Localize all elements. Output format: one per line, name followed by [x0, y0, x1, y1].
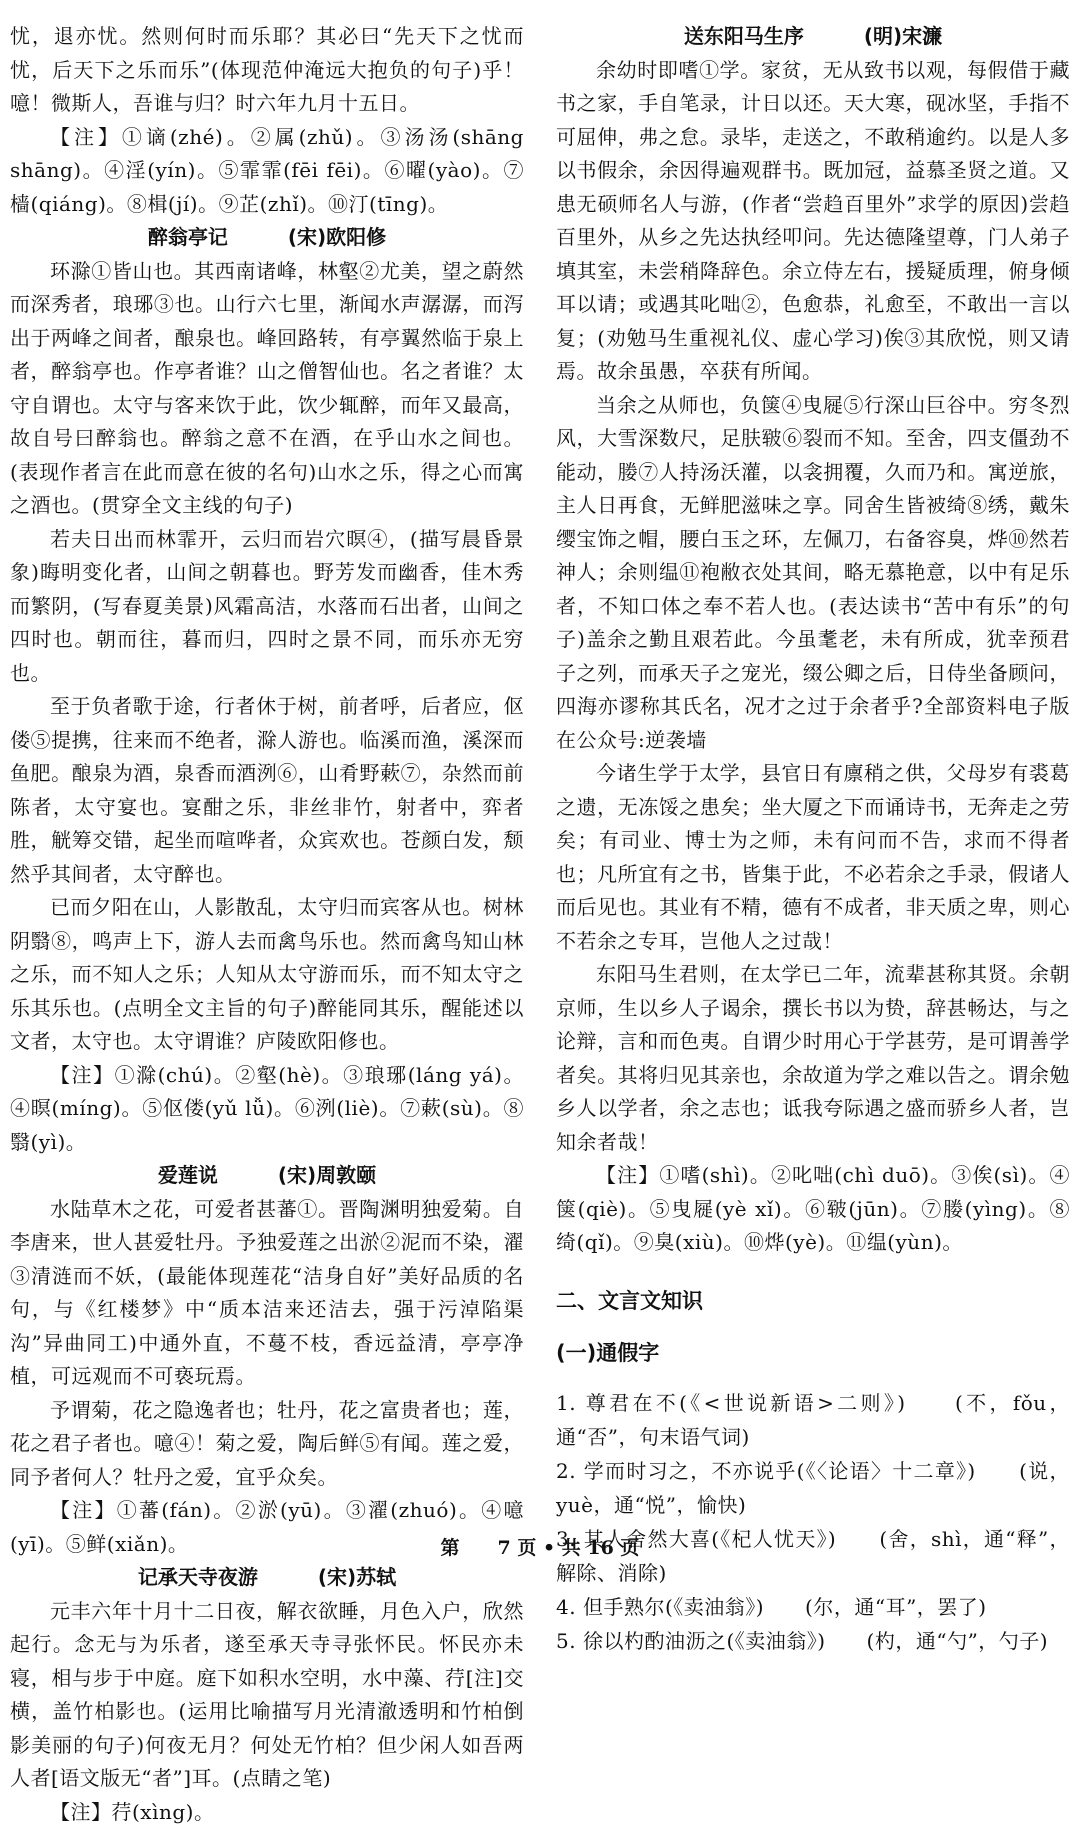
list-item: 2. 学而时习之，不亦说乎(《〈论语〉十二章》) (说，yuè，通“悦”，愉快) [556, 1454, 1070, 1522]
list-item: 5. 徐以杓酌油沥之(《卖油翁》) (杓，通“勺”，勺子) [556, 1624, 1070, 1658]
list-item: 4. 但手熟尔(《卖油翁》) (尔，通“耳”，罢了) [556, 1590, 1070, 1624]
ailian-paragraph-1: 水陆草木之花，可爱者甚蕃①。晋陶渊明独爱菊。自李唐来，世人甚爱牡丹。予独爱莲之出淤②泥而不染，濯③清涟而不妖，(最能体现莲花“洁身自好”美好品质的名句，与《红楼梦》中“质本洁来还洁去，强于污淖陷渠沟”异曲同工)中通外直，不蔓不枝，香远益清，亭亭净植，可远观而不可亵玩焉。 [10, 1193, 524, 1394]
songdongyang-notes: 【注】①嗜(shì)。②叱咄(chì duō)。③俟(sì)。④箧(qiè)。⑤曳屣(yè xǐ)。⑥皲(jūn)。⑦媵(yìng)。⑧绮(qǐ)。⑨臭(xiù)。⑩烨(yè)。⑪缊(yùn)。 [556, 1159, 1070, 1260]
tongjiazi-list [556, 1386, 1070, 1658]
songdongyang-paragraph-1: 余幼时即嗜①学。家贫，无从致书以观，每假借于藏书之家，手自笔录，计日以还。天大寒，砚冰坚，手指不可屈伸，弗之怠。录毕，走送之，不敢稍逾约。以是人多以书假余，余因得遍观群书。既加冠，益慕圣贤之道。又患无硕师名人与游，(作者“尝趋百里外”求学的原因)尝趋百里外，从乡之先达执经叩问。先达德隆望尊，门人弟子填其室，未尝稍降辞色。余立侍左右，援疑质理，俯身倾耳以请；或遇其叱咄②，色愈恭，礼愈至，不敢出一言以复；(劝勉马生重视礼仪、虚心学习)俟③其欣悦，则又请焉。故余虽愚，卒获有所闻。 [556, 54, 1070, 389]
spacer [556, 1370, 1070, 1386]
songdongyang-paragraph-4: 东阳马生君则，在太学已二年，流辈甚称其贤。余朝京师，生以乡人子谒余，撰长书以为贽，辞甚畅达，与之论辩，言和而色夷。自谓少时用心于学甚劳，是可谓善学者矣。其将归见其亲也，余故道为学之难以告之。谓余勉乡人以学者，余之志也；诋我夸际遇之盛而骄乡人者，岂知余者哉！ [556, 958, 1070, 1159]
zuiweng-paragraph-4: 已而夕阳在山，人影散乱，太守归而宾客从也。树林阴翳⑧，鸣声上下，游人去而禽鸟乐也。然而禽鸟知山林之乐，而不知人之乐；人知从太守游而乐，而不知太守之乐其乐也。(点明全文主旨的句子)醉能同其乐，醒能述以文者，太守也。太守谓谁？庐陵欧阳修也。 [10, 891, 524, 1059]
page-footer: 第 7 页 • 共 16 页 [0, 1533, 1080, 1560]
spacer [556, 1260, 1070, 1284]
subsection-heading: (一)通假字 [556, 1336, 1070, 1370]
list-item: 3. 其人舍然大喜(《杞人忧天》) (舍，shì，通“释”，解除、消除) [556, 1522, 1070, 1590]
zuiweng-notes: 【注】①滁(chú)。②壑(hè)。③琅琊(láng yá)。④暝(míng)。⑤伛偻(yǔ lǚ)。⑥洌(liè)。⑦蔌(sù)。⑧翳(yì)。 [10, 1059, 524, 1160]
right-column [556, 20, 1070, 1658]
chengtiansi-title: 记承天寺夜游 (宋)苏轼 [10, 1561, 524, 1595]
yueyanglou-ending: 忧，退亦忧。然则何时而乐耶？其必曰“先天下之忧而忧，后天下之乐而乐”(体现范仲淹远大抱负的句子)乎！噫！微斯人，吾谁与归？时六年九月十五日。 [10, 20, 524, 121]
chengtiansi-paragraph-1: 元丰六年十月十二日夜，解衣欲睡，月色入户，欣然起行。念无与为乐者，遂至承天寺寻张怀民。怀民亦未寝，相与步于中庭。庭下如积水空明，水中藻、荇[注]交横，盖竹柏影也。(运用比喻描写月光清澈透明和竹柏倒影美丽的句子)何夜无月？何处无竹柏？但少闲人如吾两人者[语文版无“者”]耳。(点睛之笔) [10, 1595, 524, 1796]
yueyanglou-notes: 【注】①谪(zhé)。②属(zhǔ)。③汤汤(shāng shāng)。④淫(yín)。⑤霏霏(fēi fēi)。⑥曜(yào)。⑦樯(qiáng)。⑧楫(jí)。⑨芷(zhǐ)。⑩汀(tīng)。 [10, 121, 524, 222]
songdongyang-title: 送东阳马生序 (明)宋濂 [556, 20, 1070, 54]
chengtiansi-notes: 【注】荇(xìng)。 [10, 1796, 524, 1829]
zuiweng-paragraph-3: 至于负者歌于途，行者休于树，前者呼，后者应，伛偻⑤提携，往来而不绝者，滁人游也。临溪而渔，溪深而鱼肥。酿泉为酒，泉香而酒洌⑥，山肴野蔌⑦，杂然而前陈者，太守宴也。宴酣之乐，非丝非竹，射者中，弈者胜，觥筹交错，起坐而喧哗者，众宾欢也。苍颜白发，颓然乎其间者，太守醉也。 [10, 690, 524, 891]
section-heading: 二、文言文知识 [556, 1284, 1070, 1318]
ailian-paragraph-2: 予谓菊，花之隐逸者也；牡丹，花之富贵者也；莲，花之君子者也。噫④！菊之爱，陶后鲜⑤有闻。莲之爱，同予者何人？牡丹之爱，宜乎众矣。 [10, 1394, 524, 1495]
ailian-notes: 【注】①蕃(fán)。②淤(yū)。③濯(zhuó)。④噫(yī)。⑤鲜(xiǎn)。 [10, 1494, 524, 1561]
zuiweng-paragraph-1: 环滁①皆山也。其西南诸峰，林壑②尤美，望之蔚然而深秀者，琅琊③也。山行六七里，渐闻水声潺潺，而泻出于两峰之间者，酿泉也。峰回路转，有亭翼然临于泉上者，醉翁亭也。作亭者谁？山之僧智仙也。名之者谁？太守自谓也。太守与客来饮于此，饮少辄醉，而年又最高，故自号曰醉翁也。醉翁之意不在酒，在乎山水之间也。(表现作者言在此而意在彼的名句)山水之乐，得之心而寓之酒也。(贯穿全文主线的句子) [10, 255, 524, 523]
ailian-title: 爱莲说 (宋)周敦颐 [10, 1159, 524, 1193]
songdongyang-paragraph-3: 今诸生学于太学，县官日有廪稍之供，父母岁有裘葛之遗，无冻馁之患矣；坐大厦之下而诵诗书，无奔走之劳矣；有司业、博士为之师，未有问而不告，求而不得者也；凡所宜有之书，皆集于此，不必若余之手录，假诸人而后见也。其业有不精，德有不成者，非天质之卑，则心不若余之专耳，岂他人之过哉！ [556, 757, 1070, 958]
zuiweng-paragraph-2: 若夫日出而林霏开，云归而岩穴暝④，(描写晨昏景象)晦明变化者，山间之朝暮也。野芳发而幽香，佳木秀而繁阴，(写春夏美景)风霜高洁，水落而石出者，山间之四时也。朝而往，暮而归，四时之景不同，而乐亦无穷也。 [10, 523, 524, 691]
list-item: 1. 尊君在不(《<世说新语>二则》) (不，fǒu，通“否”，句末语气词) [556, 1386, 1070, 1454]
zuiweng-title: 醉翁亭记 (宋)欧阳修 [10, 221, 524, 255]
spacer [556, 1318, 1070, 1336]
songdongyang-paragraph-2: 当余之从师也，负箧④曳屣⑤行深山巨谷中。穷冬烈风，大雪深数尺，足肤皲⑥裂而不知。至舍，四支僵劲不能动，媵⑦人持汤沃灌，以衾拥覆，久而乃和。寓逆旅，主人日再食，无鲜肥滋味之享。同舍生皆被绮⑧绣，戴朱缨宝饰之帽，腰白玉之环，左佩刀，右备容臭，烨⑩然若神人；余则缊⑪袍敝衣处其间，略无慕艳意，以中有足乐者，不知口体之奉不若人也。(表达读书“苦中有乐”的句子)盖余之勤且艰若此。今虽耄老，未有所成，犹幸预君子之列，而承天子之宠光，缀公卿之后，日侍坐备顾问，四海亦谬称其氏名，况才之过于余者乎?全部资料电子版在公众号:逆袭墙 [556, 389, 1070, 758]
